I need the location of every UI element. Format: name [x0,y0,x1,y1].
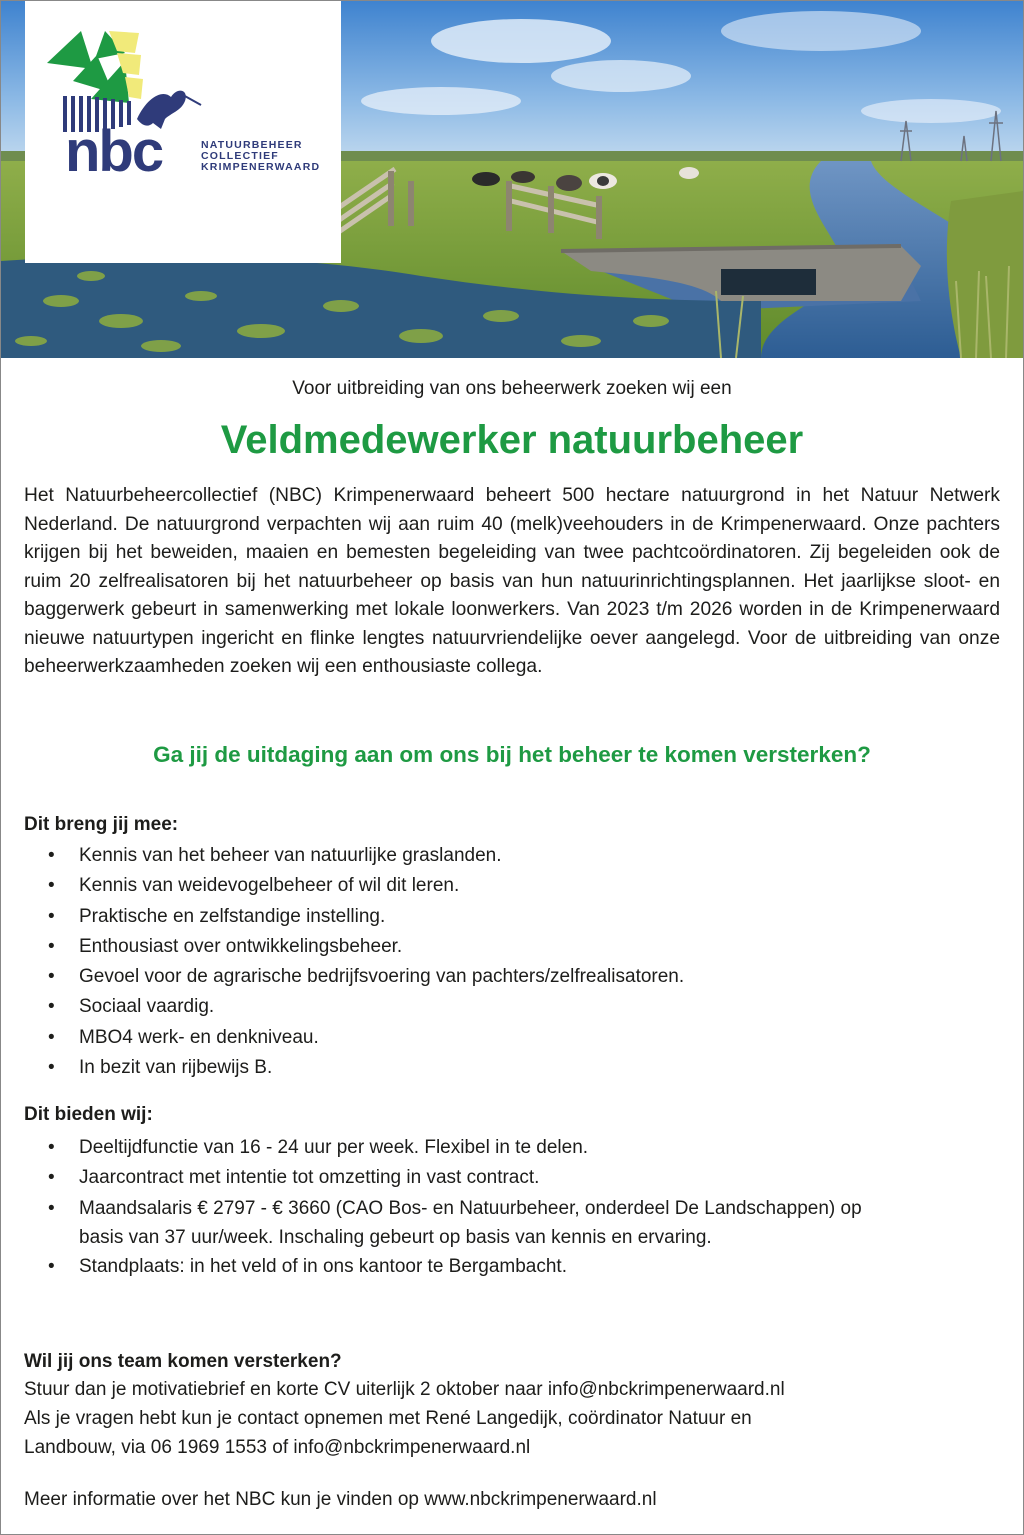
logo-wordmark [201,140,320,173]
bullet-icon: • [48,845,55,866]
requirements-list [24,841,984,1083]
hero-photo [1,1,1023,358]
bullet-icon: • [48,1167,55,1189]
intro-line: Voor uitbreiding van ons beheerwerk zoeken wij een [292,378,732,399]
list-item: • Gevoel voor de agrarische bedrijfsvoering van pachters/zelfrealisatoren. [24,962,984,992]
apply-line-1: Stuur dan je motivatiebrief en korte CV uiterlijk 2 oktober naar info@nbckrimpenerwaard.nl [24,1379,785,1400]
more-info: Meer informatie over het NBC kun je vinden op www.nbckrimpenerwaard.nl [24,1489,657,1510]
list-item: • Jaarcontract met intentie tot omzetting in vast contract. [24,1163,924,1193]
list-item: • Praktische en zelfstandige instelling. [24,902,984,932]
bullet-icon: • [48,1197,55,1219]
list-item: • Kennis van weidevogelbeheer of wil dit leren. [24,871,984,901]
offer-heading: Dit bieden wij: [24,1104,153,1125]
apply-heading: Wil jij ons team komen versterken? [24,1351,342,1372]
bullet-icon: • [48,1026,55,1048]
bullet-icon: • [48,966,55,988]
logo-abbr: nbc [65,119,163,184]
list-item: • Sociaal vaardig. [24,992,984,1022]
bullet-icon: • [48,996,55,1018]
bullet-icon: • [48,905,55,927]
vacancy-title: Veldmedewerker natuurbeheer [220,418,804,462]
list-item: • Maandsalaris € 2797 - € 3660 (CAO Bos- en Natuurbeheer, onderdeel De Landschappen) op basis van 37 uur/week. Inschaling gebeurt op basis van kennis en ervaring. [24,1194,924,1252]
bullet-icon: • [48,1137,55,1158]
list-item: • Enthousiast over ontwikkelingsbeheer. [24,932,984,962]
logo-line-1: NATUURBEHEER [201,139,303,151]
list-item: • Deeltijdfunctie van 16 - 24 uur per week. Flexibel in te delen. [24,1133,924,1163]
bullet-icon: • [48,1255,55,1277]
bullet-icon: • [48,935,55,957]
bullet-icon: • [48,875,55,897]
organisation-description: Het Natuurbeheercollectief (NBC) Krimpenerwaard beheert 500 hectare natuurgrond in het Natuur Netwerk Nederland. De natuurgrond verpachten wij aan ruim 40 (melk)veehouders in de Krimpenerwaard. Onze pachters krijgen bij het beweiden, maaien en bemesten begeleiding van twee pachtcoördinatoren. Zij begeleiden ook de ruim 20 zelfrealisatoren bij het natuurbeheer op basis van hun natuurinrichtingsplannen. Het jaarlijkse sloot- en baggerwerk gebeurt in samenwerking met lokale loonwerkers. Van 2023 t/m 2026 worden in de Krimpenerwaard nieuwe natuurtypen ingericht en flinke lengtes natuurvriendelijke oever aangelegd. Voor de uitbreiding van onze beheerwerkzaamheden zoeken wij een enthousiaste collega. [24,485,1000,677]
list-item: • In bezit van rijbewijs B. [24,1053,984,1083]
list-item: • Standplaats: in het veld of in ons kantoor te Bergambacht. [24,1252,924,1282]
requirements-heading: Dit breng jij mee: [24,814,179,835]
offer-list [24,1133,924,1282]
challenge-question: Ga jij de uitdaging aan om ons bij het beheer te komen versterken? [153,742,871,767]
list-item: • MBO4 werk- en denkniveau. [24,1023,984,1053]
logo-line-3: KRIMPENERWAARD [201,161,321,173]
list-item: • Kennis van het beheer van natuurlijke graslanden. [24,841,984,871]
logo-line-2: COLLECTIEF [201,150,279,162]
logo-panel [25,1,341,263]
apply-line-3: Landbouw, via 06 1969 1553 of info@nbckrimpenerwaard.nl [24,1437,531,1458]
apply-line-2: Als je vragen hebt kun je contact opnemen met René Langedijk, coördinator Natuur en [24,1408,752,1429]
bullet-icon: • [48,1057,55,1079]
